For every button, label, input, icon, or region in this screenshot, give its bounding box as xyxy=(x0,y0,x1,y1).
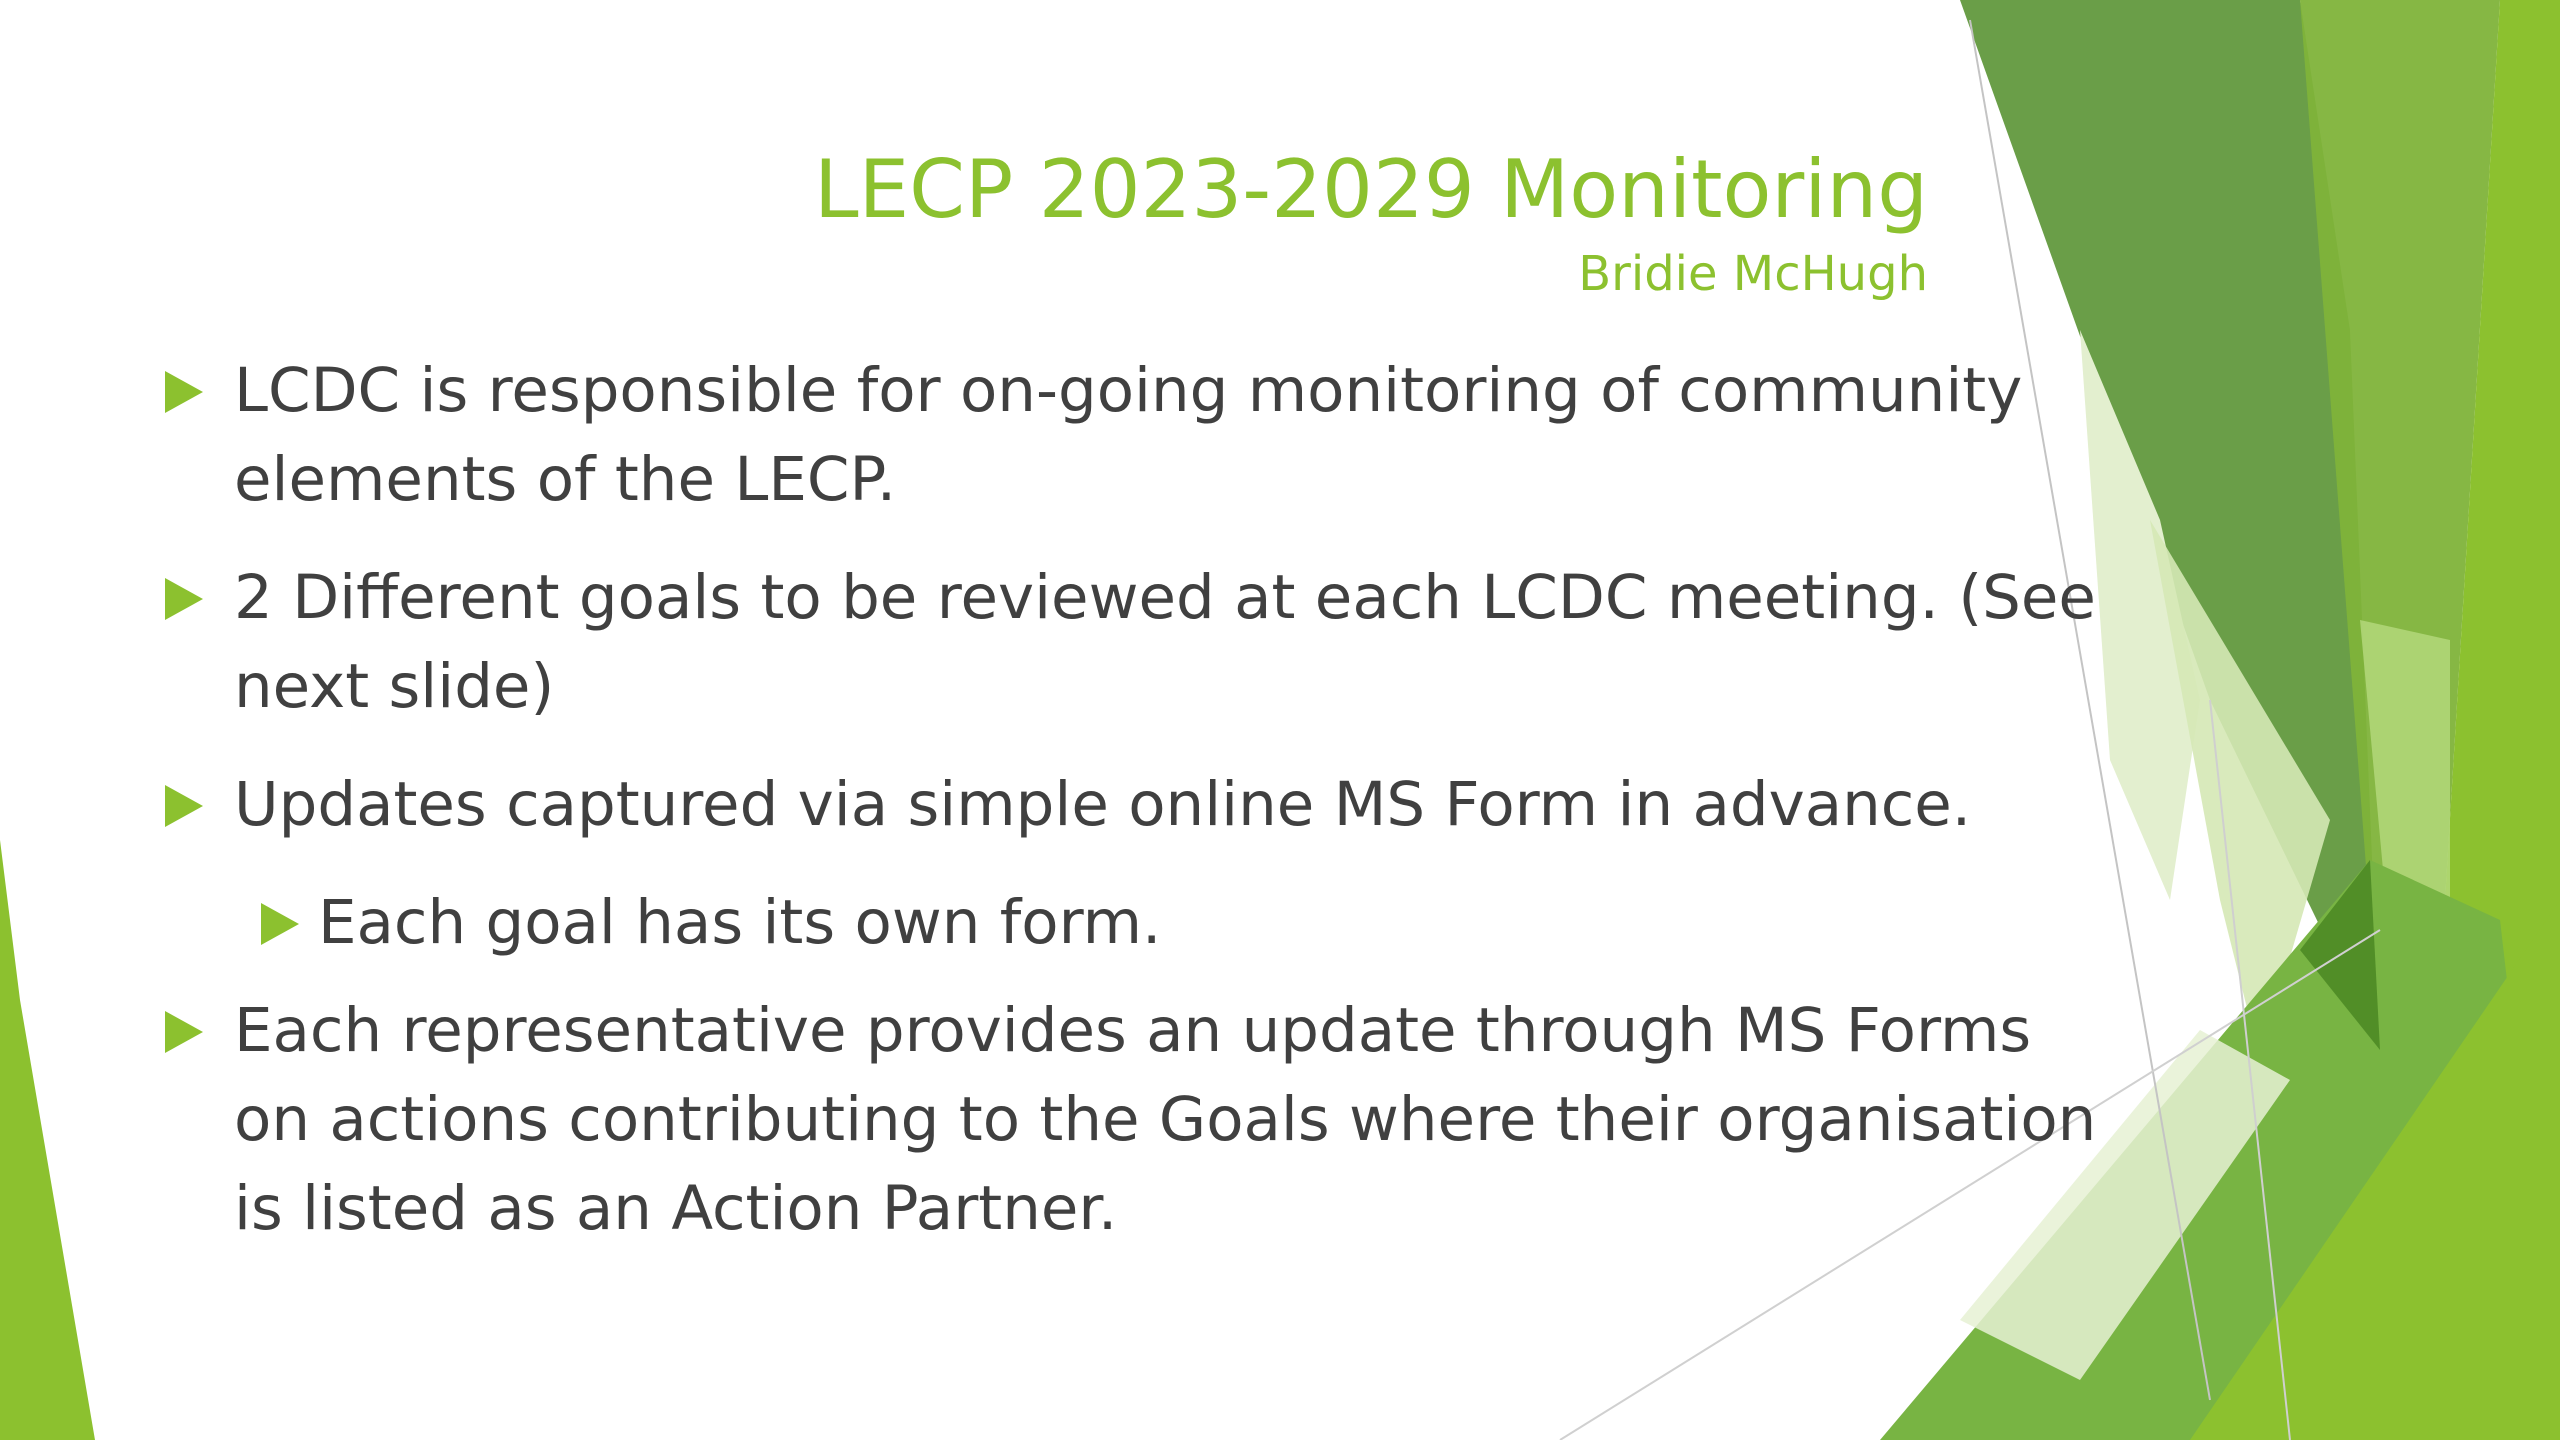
facet-left-edge xyxy=(0,840,95,1440)
bullet-text: Each representative provides an update through MS Forms on actions contributing to the Goals where their organisation is listed as an Action Partner. xyxy=(234,995,2097,1244)
triangle-arrow-icon xyxy=(165,371,203,413)
triangle-arrow-icon xyxy=(261,903,299,945)
bullet-item xyxy=(163,986,2123,1253)
bullet-text: Each goal has its own form. xyxy=(318,887,1162,958)
slide-subtitle: Bridie McHugh xyxy=(1578,246,1928,302)
triangle-arrow-icon xyxy=(165,578,203,620)
bullet-text: Updates captured via simple online MS Form in advance. xyxy=(234,769,1972,840)
triangle-arrow-icon xyxy=(165,785,203,827)
bullet-text: LCDC is responsible for on-going monitoring of community elements of the LECP. xyxy=(234,355,2023,515)
triangle-arrow-icon xyxy=(165,1011,203,1053)
sub-bullet-item xyxy=(163,878,2123,967)
bullet-text: 2 Different goals to be reviewed at each LCDC meeting. (See next slide) xyxy=(234,562,2096,722)
slide-title: LECP 2023-2029 Monitoring xyxy=(814,143,1928,236)
bullet-item xyxy=(163,346,2123,524)
bullet-item xyxy=(163,760,2123,849)
title-block xyxy=(814,140,1928,306)
bullet-list xyxy=(163,346,2123,1282)
bullet-item xyxy=(163,553,2123,731)
